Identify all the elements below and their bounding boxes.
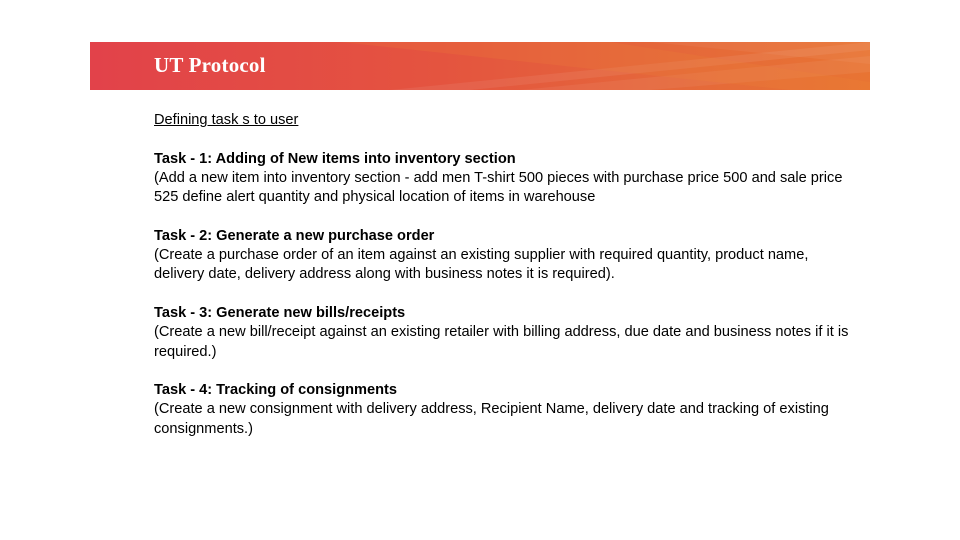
task-description: (Create a purchase order of an item against an existing supplier with required quantity, product name, delivery date, delivery address along with business notes it is required). bbox=[154, 247, 809, 283]
title-banner bbox=[90, 42, 870, 90]
slide-title: UT Protocol bbox=[154, 53, 266, 77]
task-heading: Task - 3: Generate new bills/receipts bbox=[154, 304, 406, 321]
task-heading: Task - 1: Adding of New items into inventory section bbox=[154, 150, 516, 167]
task-heading: Task - 4: Tracking of consignments bbox=[154, 382, 398, 399]
task-description: (Create a new bill/receipt against an existing retailer with billing address, due date and business notes if it is required.) bbox=[154, 324, 849, 360]
task-description: (Add a new item into inventory section - add men T-shirt 500 pieces with purchase price 500 and sale price 525 define alert quantity and physical location of items in warehouse bbox=[154, 169, 843, 206]
slide-content bbox=[154, 111, 854, 458]
task-item-1 bbox=[154, 150, 854, 208]
task-description: (Create a new consignment with delivery address, Recipient Name, delivery date and tracking of existing consignments.) bbox=[154, 401, 829, 437]
task-item-3 bbox=[154, 304, 854, 362]
slide-subtitle: Defining task s to user bbox=[154, 112, 299, 128]
task-item-2 bbox=[154, 227, 854, 285]
task-heading: Task - 2: Generate a new purchase order bbox=[154, 227, 435, 244]
task-item-4 bbox=[154, 381, 854, 439]
